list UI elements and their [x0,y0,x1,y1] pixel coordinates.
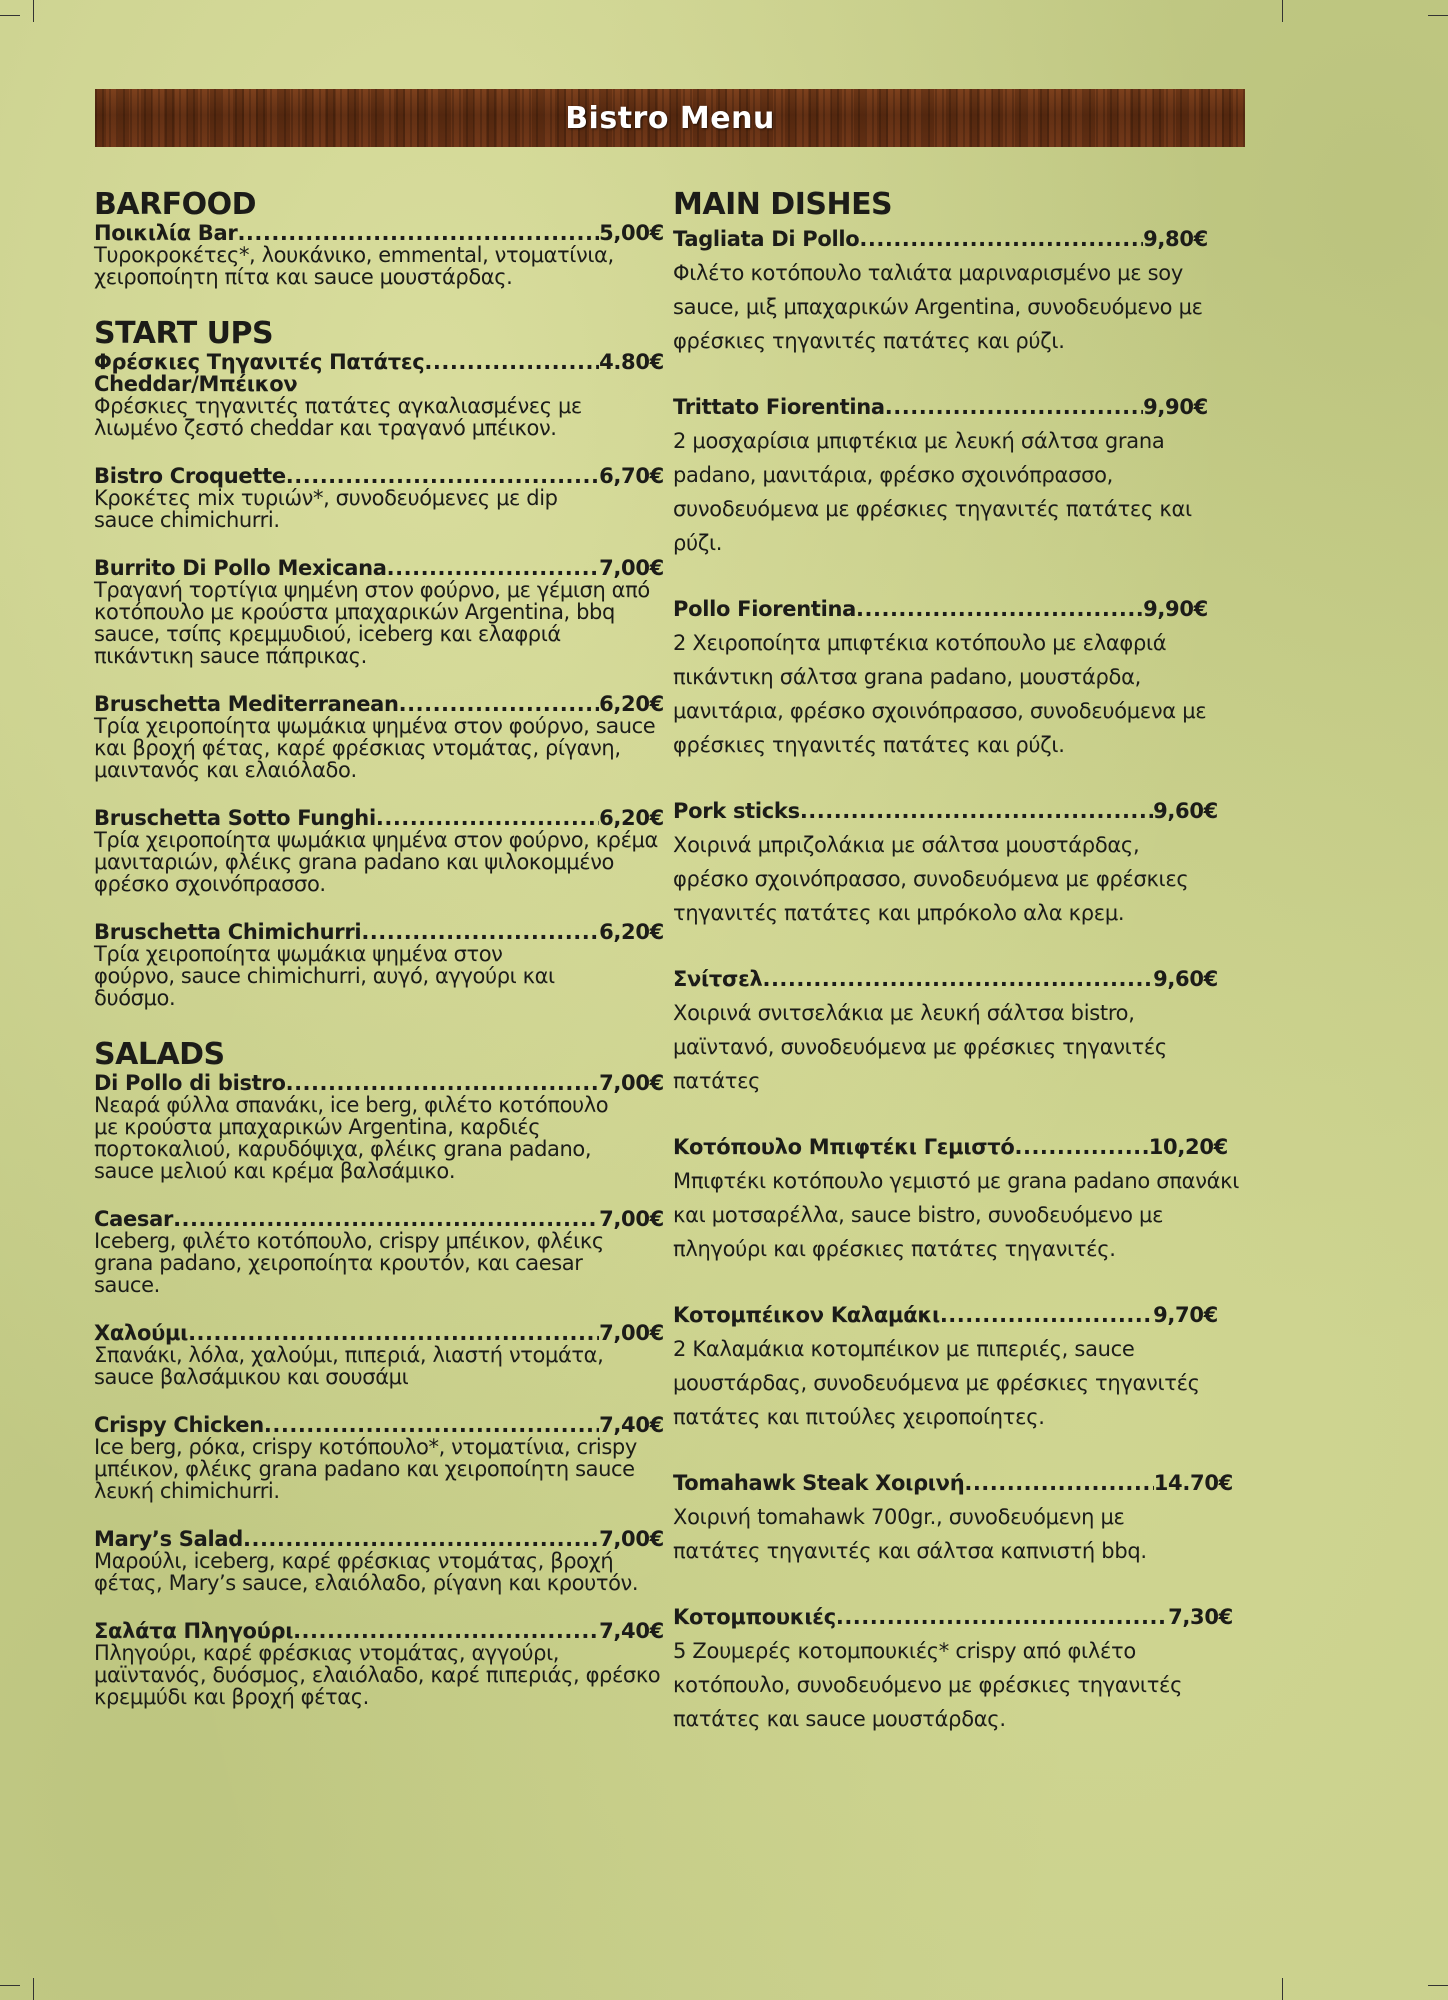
menu-item-price: 7,30€ [1168,1605,1233,1629]
menu-item-description: Iceberg, φιλέτο κοτόπουλο, crispy μπέικον, φλέικς grana padano, χειροποίητα κρουτόν, και caesar sauce. [94,1229,604,1297]
menu-item-name: Bruschetta Mediterranean [94,692,399,716]
menu-item [94,1208,664,1296]
menu-item-price: 10,20€ [1148,1135,1228,1159]
menu-item-description: Χοιρινά σνιτσελάκια με λευκή σάλτσα bistro, μαϊντανό, συνοδευόμενα με φρέσκιες τηγανιτές πατάτες [673,1001,1167,1093]
menu-item-price: 4.80€ [599,350,664,374]
menu-item [94,557,664,667]
menu-item-name: Bruschetta Sotto Funghi [94,806,376,830]
section-salads [94,1038,664,1708]
leader-dots [856,592,1143,626]
section-title-salads: SALADS [94,1037,225,1072]
menu-item-header [94,1620,664,1642]
menu-item [94,1528,664,1594]
menu-item-description: Φρέσκιες τηγανιτές πατάτες αγκαλιασμένες με λιωμένο ζεστό cheddar και τραγανό μπέικον. [94,394,582,440]
menu-item-price: 9,70€ [1153,1303,1218,1327]
crop-mark-top-left-h [0,15,20,16]
menu-item-price: 7,00€ [599,1321,664,1345]
menu-item-description: Χοιρινή tomahawk 700gr., συνοδευόμενη με πατάτες τηγανιτές και σάλτσα καπνιστή bbq. [673,1505,1147,1563]
menu-item-name: Κοτομπέικον Καλαμάκι [673,1303,940,1327]
leader-dots [762,962,1153,996]
menu-item-header [94,1072,664,1094]
menu-item-name: Tomahawk Steak Χοιρινή [673,1471,965,1495]
menu-item-header [673,592,1208,626]
menu-item [673,1130,1240,1266]
menu-item-name: Pork sticks [673,799,800,823]
leader-dots [237,222,599,244]
menu-item-price: 9,60€ [1153,967,1218,991]
menu-item-header [673,1600,1233,1634]
crop-mark-bottom-right-h [1428,1985,1448,1986]
menu-item-header [673,1298,1218,1332]
menu-item-subtitle: Cheddar/Μπέικον [94,372,298,396]
menu-item [94,222,664,288]
menu-item-description: Τρία χειροποίητα ψωμάκια ψημένα στον φούρνο, κρέμα μανιταριών, φλέικς grana padano και ψιλοκομμένο φρέσκο σχοινόπρασσο. [94,828,658,896]
menu-item-header [94,1528,664,1550]
leader-dots [836,1600,1168,1634]
section-barfood [94,188,664,288]
crop-mark-top-left-v [33,0,34,22]
crop-mark-top-right-h [1428,15,1448,16]
leader-dots [859,222,1143,256]
menu-item-header [673,794,1218,828]
section-title-main-dishes: MAIN DISHES [673,187,893,222]
menu-item-header [94,222,664,244]
menu-header-banner [95,89,1245,147]
menu-item-price: 7,00€ [599,1207,664,1231]
menu-item-description: 2 μοσχαρίσια μπιφτέκια με λευκή σάλτσα grana padano, μανιτάρια, φρέσκο σχοινόπρασσο, συνοδευόμενα με φρέσκιες τηγανιτές πατάτες και ρύζι. [673,429,1192,555]
menu-item-description: Τρία χειροποίητα ψωμάκια ψημένα στον φούρνο, sauce και βροχή φέτας, καρέ φρέσκιας ντομάτας, ρίγανη, μαιντανός και ελαιόλαδο. [94,714,656,782]
crop-mark-bottom-left-v [33,1978,34,2000]
left-column [94,188,664,1708]
menu-item-header [94,921,664,943]
menu-item-description: Τυροκροκέτες*, λουκάνικο, emmental, ντοματίνια, χειροποίητη πίτα και sauce μουστάρδας. [94,243,614,289]
menu-item [673,592,1208,762]
menu-item-name: Tagliata Di Pollo [673,227,860,251]
menu-item-description: 2 Χειροποίητα μπιφτέκια κοτόπουλο με ελαφριά πικάντικη σάλτσα grana padano, μουστάρδα, μανιτάρια, φρέσκο σχοινόπρασσο, συνοδευόμενα με φρέσκιες τηγανιτές πατάτες και ρύζι. [673,631,1207,757]
menu-item-description: Πληγούρι, καρέ φρέσκιας ντομάτας, αγγούρι, μαϊντανός, δυόσμος, ελαιόλαδο, καρέ πιπεριάς, φρέσκο κρεμμύδι και βροχή φέτας. [94,1641,661,1709]
menu-item-header [94,557,664,579]
menu-item [673,222,1208,358]
leader-dots [387,557,599,579]
menu-item [673,1466,1233,1568]
menu-item [94,351,664,439]
menu-item-name: Pollo Fiorentina [673,597,857,621]
menu-item-name: Σαλάτα Πληγούρι [94,1619,294,1643]
menu-item-description: Τραγανή τορτίγια ψημένη στον φούρνο, με γέμιση από κοτόπουλο με κρούστα μπαχαρικών Argentina, bbq sauce, τσίπς κρεμμυδιού, iceberg και ελαφριά πικάντικη sauce πάπρικας. [94,578,650,668]
menu-item-price: 9,80€ [1143,227,1208,251]
menu-item-name: Trittato Fiorentina [673,395,885,419]
menu-item-name: Χαλούμι [94,1321,189,1345]
leader-dots [800,794,1153,828]
crop-mark-bottom-left-h [0,1985,20,1986]
leader-dots [376,807,599,829]
menu-item-name: Bistro Croquette [94,464,286,488]
leader-dots [1015,1130,1149,1164]
section-title-barfood: BARFOOD [94,187,257,222]
menu-item-description: 5 Ζουμερές κοτομπουκιές* crispy από φιλέτο κοτόπουλο, συνοδευόμενο με φρέσκιες τηγανιτές πατάτες και sauce μουστάρδας. [673,1639,1183,1731]
menu-item-price: 9,90€ [1143,395,1208,419]
section-main-dishes [673,188,1263,1736]
menu-item-price: 7,40€ [599,1619,664,1643]
menu-item-header [94,807,664,829]
leader-dots [243,1528,599,1550]
menu-item-description: Χοιρινά μπριζολάκια με σάλτσα μουστάρδας, φρέσκο σχοινόπρασσο, συνοδευόμενα με φρέσκιες τηγανιτές πατάτες και μπρόκολο αλα κρεμ. [673,833,1189,925]
menu-item-name: Κοτόπουλο Μπιφτέκι Γεμιστό [673,1135,1015,1159]
leader-dots [188,1322,599,1344]
menu-title: Bistro Menu [565,100,775,136]
section-startups [94,317,664,1009]
leader-dots [173,1208,599,1230]
menu-item-header [673,1130,1228,1164]
menu-item-price: 7,00€ [599,1071,664,1095]
menu-item-description: Φιλέτο κοτόπουλο ταλιάτα μαριναρισμένο με soy sauce, μιξ μπαχαρικών Argentina, συνοδευόμενο με φρέσκιες τηγανιτές πατάτες και ρύζι. [673,261,1203,353]
crop-mark-bottom-right-v [1282,1978,1283,2000]
menu-item-name: Σνίτσελ [673,967,763,991]
crop-mark-top-right-v [1282,0,1283,22]
menu-item-header [673,390,1208,424]
menu-item-price: 14.70€ [1153,1471,1233,1495]
menu-item-name: Bruschetta Chimichurri [94,920,362,944]
menu-item-name: Burrito Di Pollo Mexicana [94,556,387,580]
menu-item-description: Τρία χειροποίητα ψωμάκια ψημένα στον φούρνο, sauce chimichurri, αυγό, αγγούρι και δυόσμο. [94,942,555,1010]
leader-dots [264,1414,599,1436]
menu-item [673,390,1208,560]
right-column [673,188,1263,1736]
menu-item-description: Σπανάκι, λόλα, χαλούμι, πιπεριά, λιαστή ντομάτα, sauce βαλσάμικου και σουσάμι [94,1343,604,1389]
leader-dots [286,465,599,487]
leader-dots [424,351,599,373]
menu-item-description: Νεαρά φύλλα σπανάκι, ice berg, φιλέτο κοτόπουλο με κρούστα μπαχαρικών Argentina, καρδιές πορτοκαλιού, καρυδόψιχα, φλέικς grana padano, sauce μελιού και κρέμα βαλσάμικο. [94,1093,609,1183]
menu-item-price: 7,00€ [599,1527,664,1551]
leader-dots [964,1466,1153,1500]
menu-item [94,1072,664,1182]
menu-item [673,794,1218,930]
menu-item-price: 7,00€ [599,556,664,580]
menu-item-price: 9,90€ [1143,597,1208,621]
menu-item-description: Ice berg, ρόκα, crispy κοτόπουλο*, ντοματίνια, crispy μπέικον, φλέικς grana padano και χειροποίητη sauce λευκή chimichurri. [94,1435,637,1503]
menu-item-description: Κροκέτες mix τυριών*, συνοδευόμενες με dip sauce chimichurri. [94,486,558,532]
menu-item-name: Mary’s Salad [94,1527,243,1551]
menu-item [94,465,664,531]
leader-dots [940,1298,1153,1332]
menu-item [94,921,664,1009]
leader-dots [399,693,599,715]
menu-item-description: Μαρούλι, iceberg, καρέ φρέσκιας ντομάτας, βροχή φέτας, Mary’s sauce, ελαιόλαδο, ρίγανη και κρουτόν. [94,1549,639,1595]
menu-item-header [94,1414,664,1436]
menu-item-description: 2 Καλαμάκια κοτομπέικον με πιπεριές, sauce μουστάρδας, συνοδευόμενα με φρέσκιες τηγανιτές πατάτες και πιτούλες χειροποίητες. [673,1337,1200,1429]
menu-item-price: 7,40€ [599,1413,664,1437]
menu-item-header [673,962,1218,996]
menu-item-name: Κοτομπουκιές [673,1605,836,1629]
menu-item [94,807,664,895]
leader-dots [293,1620,599,1642]
menu-item-name: Crispy Chicken [94,1413,264,1437]
menu-item-price: 9,60€ [1153,799,1218,823]
menu-item-price: 6,20€ [599,920,664,944]
menu-item-name: Caesar [94,1207,174,1231]
menu-item [94,1322,664,1388]
menu-item-name: Ποικιλία Bar [94,221,238,245]
menu-item-header [94,351,664,373]
menu-item-price: 5,00€ [599,221,664,245]
menu-item [673,1298,1218,1434]
menu-item-price: 6,20€ [599,692,664,716]
menu-item-price: 6,20€ [599,806,664,830]
menu-item-header [94,693,664,715]
menu-item [94,1620,664,1708]
leader-dots [885,390,1143,424]
menu-item [94,693,664,781]
section-title-startups: START UPS [94,316,274,351]
menu-item [673,1600,1233,1736]
menu-item-header [94,465,664,487]
menu-item-name: Di Pollo di bistro [94,1071,286,1095]
leader-dots [361,921,599,943]
menu-item [673,962,1218,1098]
menu-item-description: Μπιφτέκι κοτόπουλο γεμιστό με grana padano σπανάκι και μοτσαρέλλα, sauce bistro, συνοδευόμενο με πληγούρι και φρέσκιες πατάτες τηγανιτές. [673,1169,1240,1261]
menu-item-header [673,222,1208,256]
leader-dots [286,1072,599,1094]
menu-item-header [673,1466,1233,1500]
menu-item [94,1414,664,1502]
menu-item-price: 6,70€ [599,464,664,488]
menu-item-header [94,1322,664,1344]
menu-item-header [94,1208,664,1230]
menu-item-name: Φρέσκιες Τηγανιτές Πατάτες [94,350,425,374]
